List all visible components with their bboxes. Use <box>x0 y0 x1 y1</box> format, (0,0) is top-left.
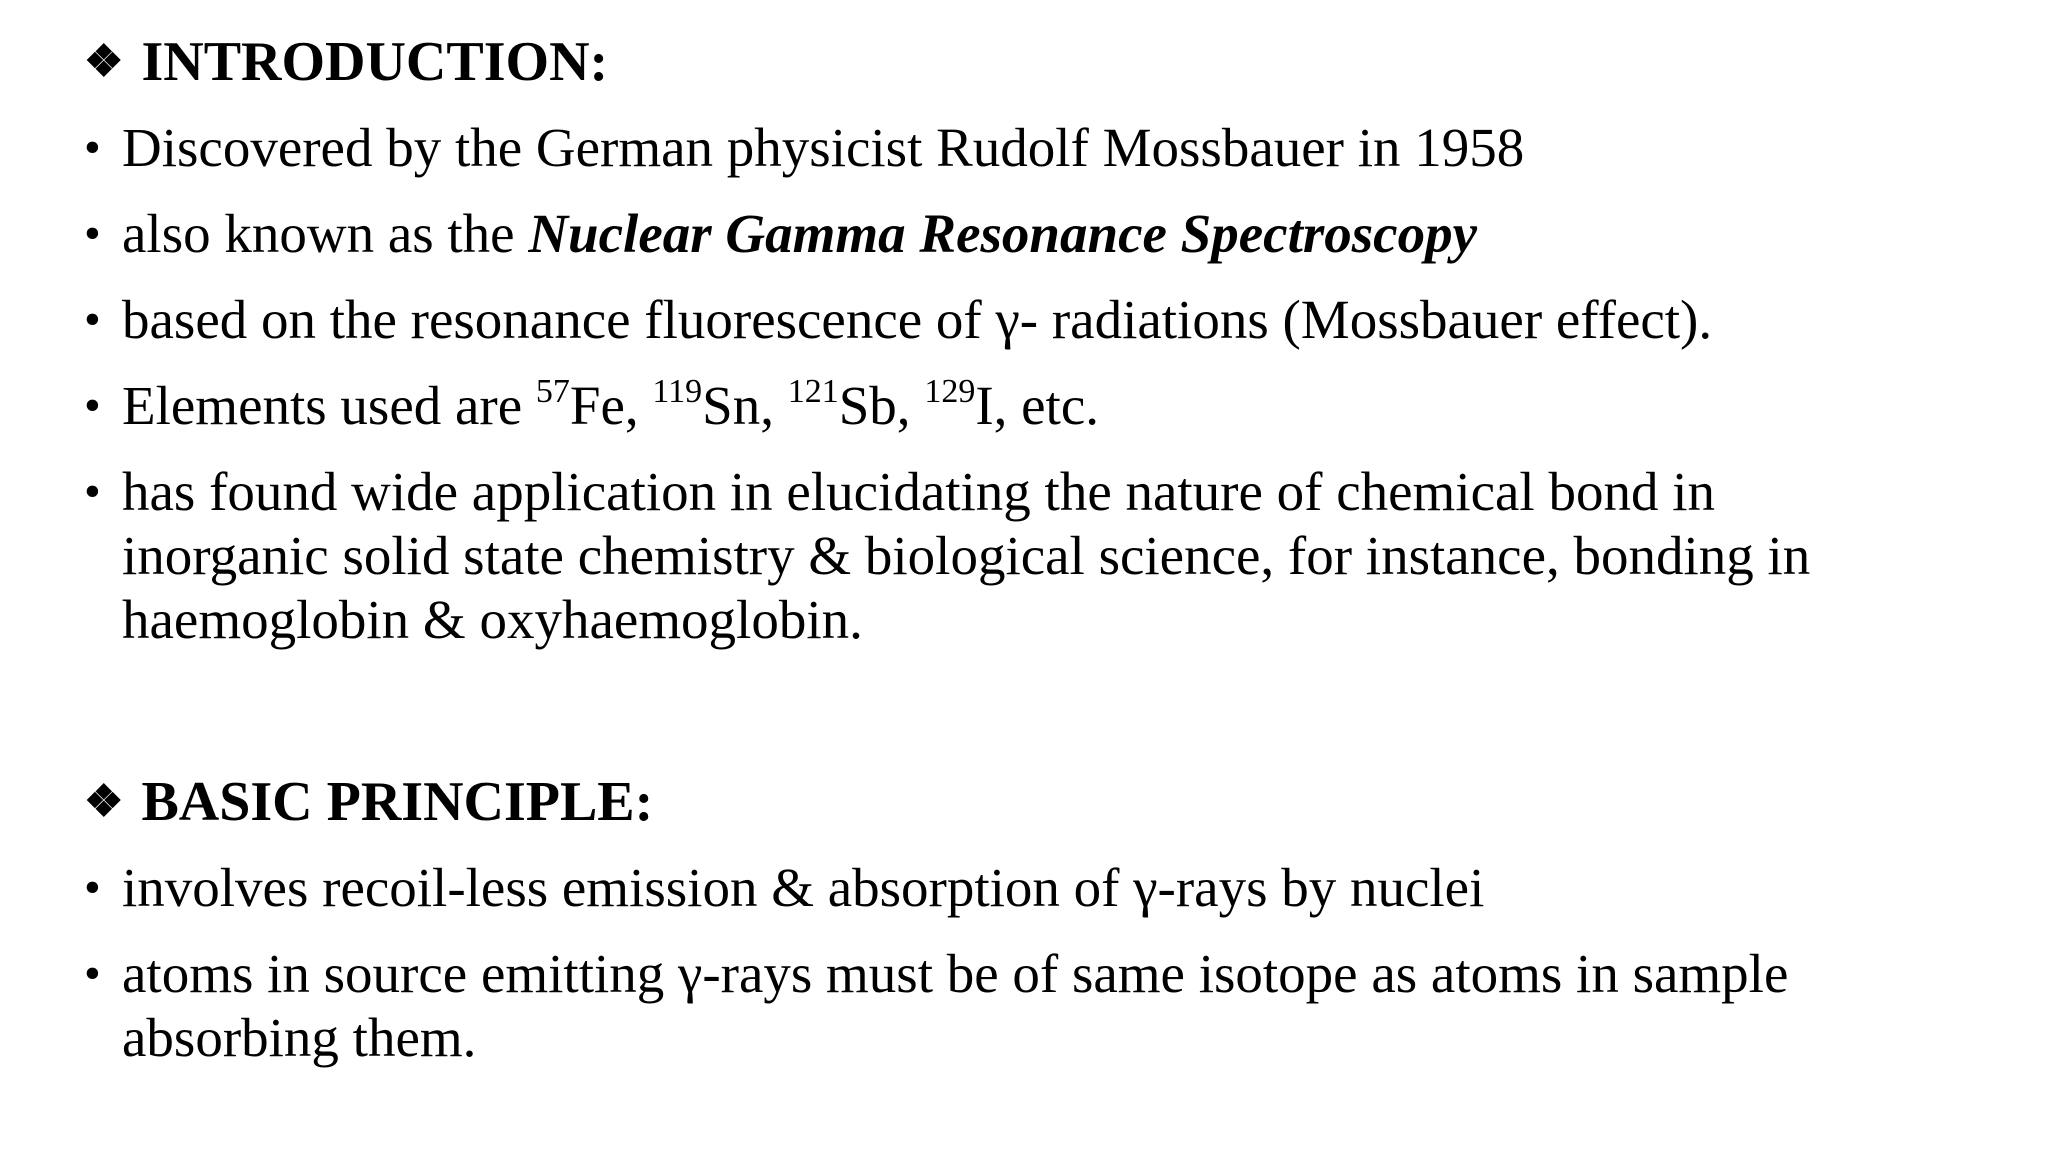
introduction-heading <box>84 28 608 96</box>
bullet-text-line: inorganic solid state chemistry & biological science, for instance, bonding in <box>122 525 1811 586</box>
bullet-text-prefix: Elements used are <box>122 375 536 436</box>
bullet-text-line: atoms in source emitting γ-rays must be of same isotope as atoms in sample <box>122 943 1789 1004</box>
isotope-symbol: Sb, <box>838 375 925 436</box>
bullet-text <box>122 460 2004 652</box>
list-item <box>84 202 2004 266</box>
basic-principle-heading-text: BASIC PRINCIPLE: <box>141 771 654 833</box>
list-item <box>84 942 2004 1070</box>
bullet-text-line: has found wide application in elucidating the nature of chemical bond in <box>122 461 1715 522</box>
bullet-dot-icon: • <box>84 121 101 174</box>
isotope-symbol: I, etc. <box>975 375 1099 436</box>
list-item <box>84 856 2004 920</box>
bullet-text: based on the resonance fluorescence of γ- radiations (Mossbauer effect). <box>122 289 1713 350</box>
bullet-text-line: haemoglobin & oxyhaemoglobin. <box>122 589 863 650</box>
diamond-bullet-icon: ❖ <box>84 777 124 826</box>
bullet-text: Discovered by the German physicist Rudolf Mossbauer in 1958 <box>122 117 1525 178</box>
isotope-symbol: Sn, <box>702 375 788 436</box>
bullet-text <box>122 202 2004 266</box>
isotope-mass: 57 <box>535 373 570 410</box>
bullet-dot-icon: • <box>84 861 101 914</box>
list-item <box>84 116 2004 180</box>
isotope-symbol: Fe, <box>569 375 653 436</box>
bullet-text-line: absorbing them. <box>122 1007 477 1068</box>
bullet-dot-icon: • <box>84 293 101 346</box>
isotope-mass: 119 <box>652 373 703 410</box>
list-item <box>84 460 2004 652</box>
bullet-dot-icon: • <box>84 379 101 432</box>
isotope-mass: 129 <box>924 373 976 410</box>
bullet-dot-icon: • <box>84 465 101 518</box>
bullet-text-emphasis: Nuclear Gamma Resonance Spectroscopy <box>528 203 1477 264</box>
list-item <box>84 288 2004 352</box>
bullet-dot-icon: • <box>84 207 101 260</box>
diamond-bullet-icon: ❖ <box>84 37 124 86</box>
list-item <box>84 374 2004 438</box>
bullet-text-prefix: also known as the <box>122 203 529 264</box>
introduction-heading-text: INTRODUCTION: <box>141 31 609 93</box>
bullet-text <box>122 374 2004 438</box>
basic-principle-heading <box>84 768 653 836</box>
bullet-text: involves recoil-less emission & absorption of γ-rays by nuclei <box>122 857 1485 918</box>
bullet-dot-icon: • <box>84 947 101 1000</box>
bullet-text <box>122 942 2004 1070</box>
isotope-mass: 121 <box>787 373 839 410</box>
